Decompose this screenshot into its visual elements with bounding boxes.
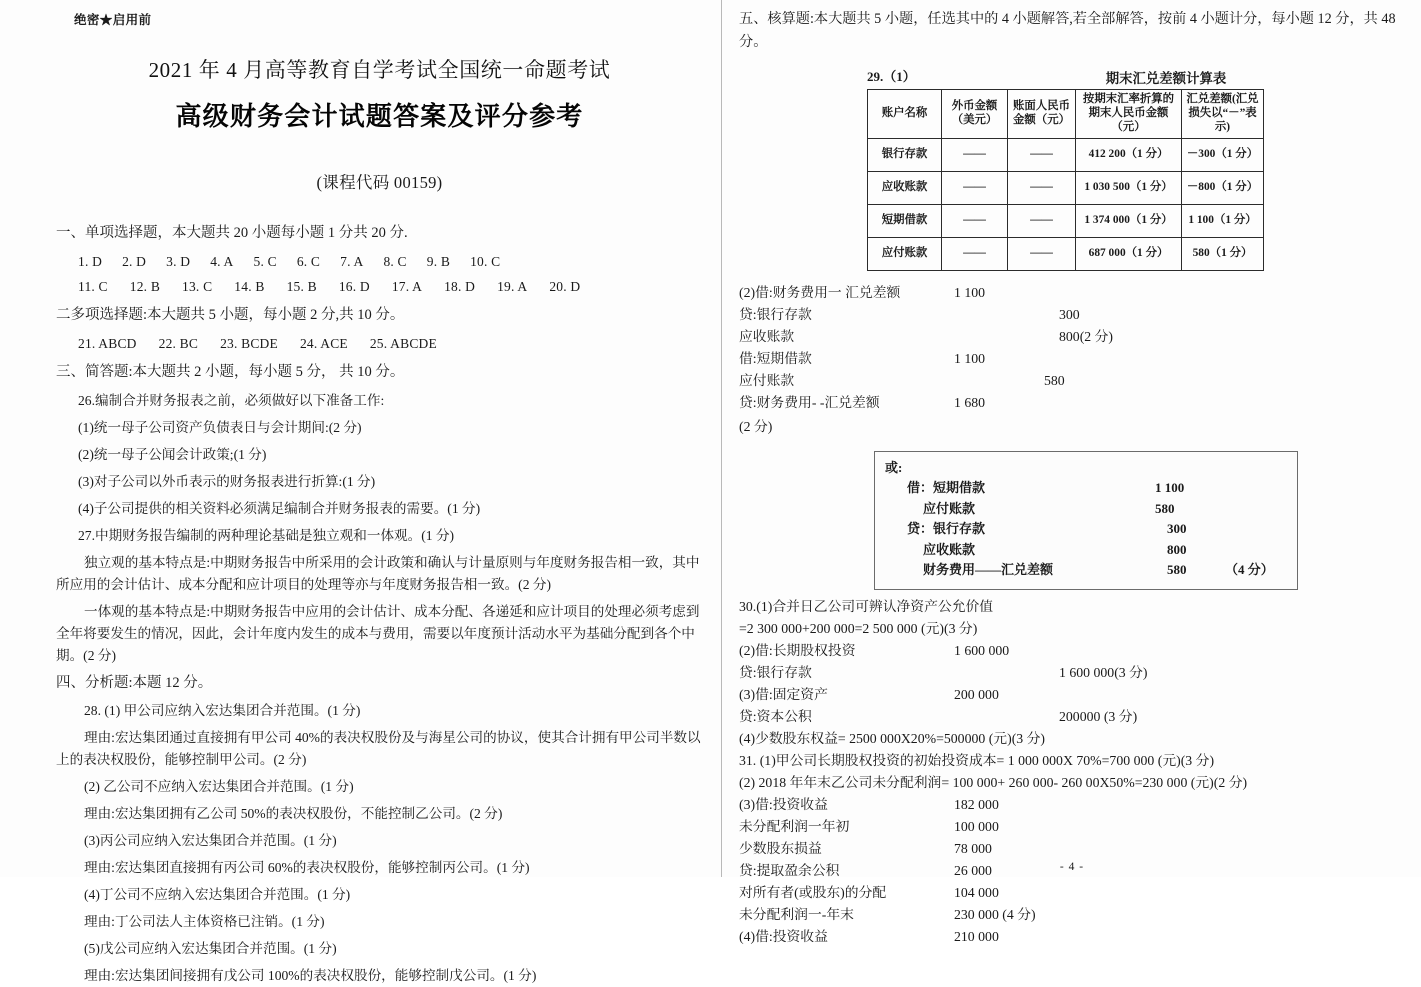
answer-paragraph: 理由:宏达集团间接拥有戊公司 100%的表决权股份，能够控制戊公司。(1 分) [84,968,537,984]
q29-alt-area [739,451,1405,597]
answer-item: 15. B [286,278,317,294]
journal-entry-row [739,927,1405,949]
answer-item: 22. BC [158,335,199,351]
q26-point-3: (3)对子公司以外币表示的财务报表进行折算:(1 分) [78,474,376,490]
journal-entry-row [739,685,1405,707]
journal-entry-label: (2)借:财务费用一 汇兑差额 [739,284,901,300]
answer-item: 24. ACE [299,335,348,351]
journal-entry-amount: 200000 (3 分) [1059,708,1138,724]
journal-entry-row [739,707,1405,729]
q27-paragraph-2: 一体观的基本特点是:中期财务报告中应用的会计估计、成本分配、各递延和应计项目的处理必须考虑到全年将要发生的情况，因此，会计年度内发生的成本与费用，需要以年度预计活动水平为基础分配到各个中期。(2 分) [56,604,700,664]
journal-entry-label: 贷:银行存款 [739,306,812,322]
alt-journal-entry-label: 借：短期借款 [907,480,986,496]
alt-journal-entry-amount: 580 [1167,562,1187,578]
alt-journal-entry-amount: 800 [1167,541,1187,557]
table-cell: －300（1 分） [1182,138,1264,171]
journal-entry-label: 应收账款 [739,328,795,344]
q27-stem: 27.中期财务报告编制的两种理论基础是独立观和一体观。(1 分) [78,528,455,544]
q29-table-block [739,68,1405,271]
answer-item: 5. C [253,253,277,269]
journal-entry-label: (3)借:投资收益 [739,796,828,812]
journal-entry-amount: 104 000 [954,884,999,900]
q31-line2 [739,773,1405,795]
journal-entry-row [739,283,1405,305]
alt-journal-entry-label: 财务费用——汇兑差额 [923,562,1054,578]
table-header-row [868,90,1264,139]
section1-heading: 一、单项选择题，本大题共 20 小题每小题 1 分共 20 分. [56,225,408,241]
q29-table-title: 期末汇兑差额计算表 [1105,71,1227,86]
answer-paragraph: (4)丁公司不应纳入宏达集团合并范围。(1 分) [84,887,351,903]
table-row [868,237,1264,270]
table-cell: －800（1 分） [1182,171,1264,204]
q30-last-line-text: (4)少数股东权益= 2500 000X20%=500000 (元)(3 分) [739,730,1046,746]
table-cell: 1 374 000（1 分） [1076,204,1182,237]
q26-point-4: (4)子公司提供的相关资料必须满足编制合并财务报表的需要。(1 分) [78,501,481,517]
table-cell: —— [942,204,1008,237]
journal-entry-label: (4)借:投资收益 [739,928,828,944]
journal-entry-amount: 1 100 [954,284,986,300]
q30-line2-text: =2 300 000+200 000=2 500 000 (元)(3 分) [739,620,978,636]
section4-heading: 四、分析题:本题 12 分。 [56,675,213,692]
journal-entry-amount: 230 000 (4 分) [954,906,1036,922]
journal-entry-row [739,883,1405,905]
journal-entry-amount: 800(2 分) [1059,328,1114,344]
q30-last-line [739,729,1405,751]
journal-entry-row [739,641,1405,663]
section1-answers-row2 [56,279,703,295]
journal-entry-label: 贷:资本公积 [739,708,812,724]
answer-item: 19. A [497,278,528,294]
q26-stem: 26.编制合并财务报表之前，必须做好以下准备工作: [78,393,385,409]
q29-alternative-box [874,451,1298,590]
journal-entry-label: (3)借:固定资产 [739,686,828,702]
alt-journal-entry-row [885,560,1287,581]
journal-entry-row [739,349,1405,371]
table-header-cell: 外币金额（美元） [942,90,1008,139]
answer-item: 4. A [210,253,234,269]
journal-entry-amount: 1 100 [954,350,986,366]
table-cell: 580（1 分） [1182,237,1264,270]
answer-item: 23. BCDE [220,335,278,351]
course-code: (课程代码 00159) [316,173,443,192]
exam-title-line1: 2021 年 4 月高等教育自学考试全国统一命题考试 [148,58,611,82]
alt-journal-entry-amount: 1 100 [1155,480,1185,496]
alt-journal-entry-label: 应付账款 [923,500,976,516]
journal-entry-row [739,371,1405,393]
journal-entry-label: (2)借:长期股权投资 [739,642,856,658]
journal-entry-row [739,393,1405,415]
alt-journal-entry-row [885,519,1287,540]
alt-box-title-text: 或: [885,459,903,475]
answer-item: 21. ABCD [78,335,137,351]
journal-entry-amount: 26 000 [954,862,992,878]
table-header-cell: 账户名称 [868,90,942,139]
answer-item: 12. B [129,278,161,294]
journal-entry-label: 借:短期借款 [739,350,812,366]
journal-entry-amount: 300 [1059,306,1080,322]
right-column [723,0,1421,944]
table-cell: 应付账款 [868,237,942,270]
journal-entry-label: 对所有者(或股东)的分配 [739,884,887,900]
q29-entries [739,283,1405,415]
q31-line1 [739,751,1405,773]
table-cell: —— [1008,204,1076,237]
answer-item: 8. C [383,253,407,269]
answer-paragraph: 理由:丁公司法人主体资格已注销。(1 分) [84,914,325,930]
q30-line2 [739,619,1405,641]
section3-heading: 三、简答题:本大题共 2 小题，每小题 5 分， 共 10 分。 [56,363,405,380]
alt-journal-entry-label: 贷：银行存款 [907,521,986,537]
journal-entry-amount: 580 [1044,372,1065,388]
answer-paragraph: (3)丙公司应纳入宏达集团合并范围。(1 分) [84,833,337,849]
q29-points-note [739,417,1405,439]
journal-entry-amount: 182 000 [954,796,999,812]
table-cell: —— [1008,171,1076,204]
alt-journal-entry-row [885,478,1287,499]
answer-item: 11. C [78,278,108,294]
table-row [868,171,1264,204]
journal-entry-row [739,327,1405,349]
answer-item: 16. D [338,278,370,294]
section4-body [56,700,703,987]
answer-item: 18. D [444,278,476,294]
table-header-cell: 账面人民币金额（元） [1008,90,1076,139]
answer-paragraph: 理由:宏达集团通过直接拥有甲公司 40%的表决权股份及与海星公司的协议，使其合计拥有甲公司半数以上的表决权股份，能够控制甲公司。(2 分) [56,730,701,768]
table-cell: —— [1008,138,1076,171]
table-cell: —— [942,171,1008,204]
answer-item: 1. D [78,253,103,269]
journal-entry-label: 应付账款 [739,372,795,388]
table-cell: 412 200（1 分） [1076,138,1182,171]
journal-entry-row [739,905,1405,927]
answer-item: 7. A [340,253,364,269]
table-cell: 银行存款 [868,138,942,171]
q31-line2-text: (2) 2018 年年末乙公司未分配利润= 100 000+ 260 000- 260 00X50%=230 000 (元)(2 分) [739,774,1248,790]
q30-line1 [739,597,1405,619]
answer-item: 3. D [166,253,191,269]
answer-item: 9. B [426,253,451,269]
section2-heading: 二多项选择题:本大题共 5 小题，每小题 2 分,共 10 分。 [56,306,405,323]
table-cell: 应收账款 [868,171,942,204]
alt-box-title [885,458,1287,479]
page-number: - 4 - [1059,861,1085,873]
table-cell: 短期借款 [868,204,942,237]
answer-item: 6. C [296,253,321,269]
answer-item: 2. D [122,253,147,269]
journal-entry-row [739,817,1405,839]
alt-journal-entry-points: （4 分） [1225,562,1274,578]
section1-answers-row1 [56,254,703,270]
q31-line1-text: 31. (1)甲公司长期股权投资的初始投资成本= 1 000 000X 70%=700 000 (元)(3 分) [739,752,1215,768]
table-row [868,204,1264,237]
journal-entry-amount: 210 000 [954,928,999,944]
alt-journal-entry-row [885,540,1287,561]
journal-entry-amount: 200 000 [954,686,999,702]
answer-paragraph: (2) 乙公司不应纳入宏达集团合并范围。(1 分) [84,779,354,795]
journal-entry-amount: 1 600 000 [954,642,1010,658]
alt-journal-entry-label: 应收账款 [923,541,976,557]
table-cell: —— [1008,237,1076,270]
q26-point-1: (1)统一母子公司资产负债表日与会计期间:(2 分) [78,420,362,436]
answer-item: 14. B [234,278,265,294]
journal-entry-row [739,839,1405,861]
table-body [868,138,1264,270]
q26-point-2: (2)统一母子公闻会计政策;(1 分) [78,447,267,463]
journal-entry-amount: 100 000 [954,818,999,834]
answer-item: 17. A [391,278,423,294]
section5-heading: 五、核算题:本大题共 5 小题，任选其中的 4 小题解答,若全部解答，按前 4 小题计分，每小题 12 分，共 48 分。 [739,11,1396,50]
alt-journal-entry-amount: 580 [1155,500,1175,516]
journal-entry-amount: 1 600 000(3 分) [1059,664,1148,680]
exchange-difference-table [867,89,1264,271]
journal-entry-row [739,305,1405,327]
answer-paragraph: (5)戊公司应纳入宏达集团合并范围。(1 分) [84,941,337,957]
table-cell: 687 000（1 分） [1076,237,1182,270]
answer-item: 10. C [470,253,501,269]
confidential-mark: 绝密★启用前 [74,13,152,27]
q30-line1-text: 30.(1)合并日乙公司可辨认净资产公允价值 [739,598,994,614]
table-cell: 1 030 500（1 分） [1076,171,1182,204]
journal-entry-label: 贷:提取盈余公积 [739,862,840,878]
journal-entry-label: 贷:银行存款 [739,664,812,680]
answer-item: 25. ABCDE [369,335,437,351]
page-title: 高级财务会计试题答案及评分参考 [175,102,584,131]
section2-answers-row1 [56,336,703,352]
journal-entry-row [739,663,1405,685]
journal-entry-amount: 78 000 [954,840,992,856]
answer-paragraph: 理由:宏达集团拥有乙公司 50%的表决权股份，不能控制乙公司。(2 分) [84,806,503,822]
table-cell: 1 100（1 分） [1182,204,1264,237]
q27-paragraph-1: 独立观的基本特点是:中期财务报告中所采用的会计政策和确认与计量原则与年度财务报告相一致，其中所应用的会计估计、成本分配和应计项目的处理等亦与年度财务报告相一致。(2 分) [56,555,700,593]
journal-entry-label: 少数股东损益 [739,840,822,856]
q29-points-text: (2 分) [739,418,773,434]
answer-paragraph: 28. (1) 甲公司应纳入宏达集团合并范围。(1 分) [84,703,361,719]
table-header-cell: 汇兑差额(汇兑损失以“－”表示) [1182,90,1264,139]
answer-item: 20. D [549,278,581,294]
alt-box-rows [885,478,1287,581]
answer-paragraph: 理由:宏达集团直接拥有丙公司 60%的表决权股份，能够控制丙公司。(1 分) [84,860,530,876]
q30-entries [739,641,1405,729]
journal-entry-amount: 1 680 [954,394,986,410]
answer-item: 13. C [182,278,213,294]
alt-journal-entry-amount: 300 [1167,521,1187,537]
table-row [868,138,1264,171]
table-cell: —— [942,138,1008,171]
q29-label: 29.（1） [867,69,916,84]
journal-entry-label: 贷:财务费用- -汇兑差额 [739,394,880,410]
table-cell: —— [942,237,1008,270]
alt-journal-entry-row [885,499,1287,520]
table-header-cell: 按期末汇率折算的期末人民币金额（元） [1076,90,1182,139]
journal-entry-row [739,795,1405,817]
journal-entry-label: 未分配利润一-年末 [739,906,854,922]
journal-entry-label: 未分配利润一年初 [739,818,850,834]
